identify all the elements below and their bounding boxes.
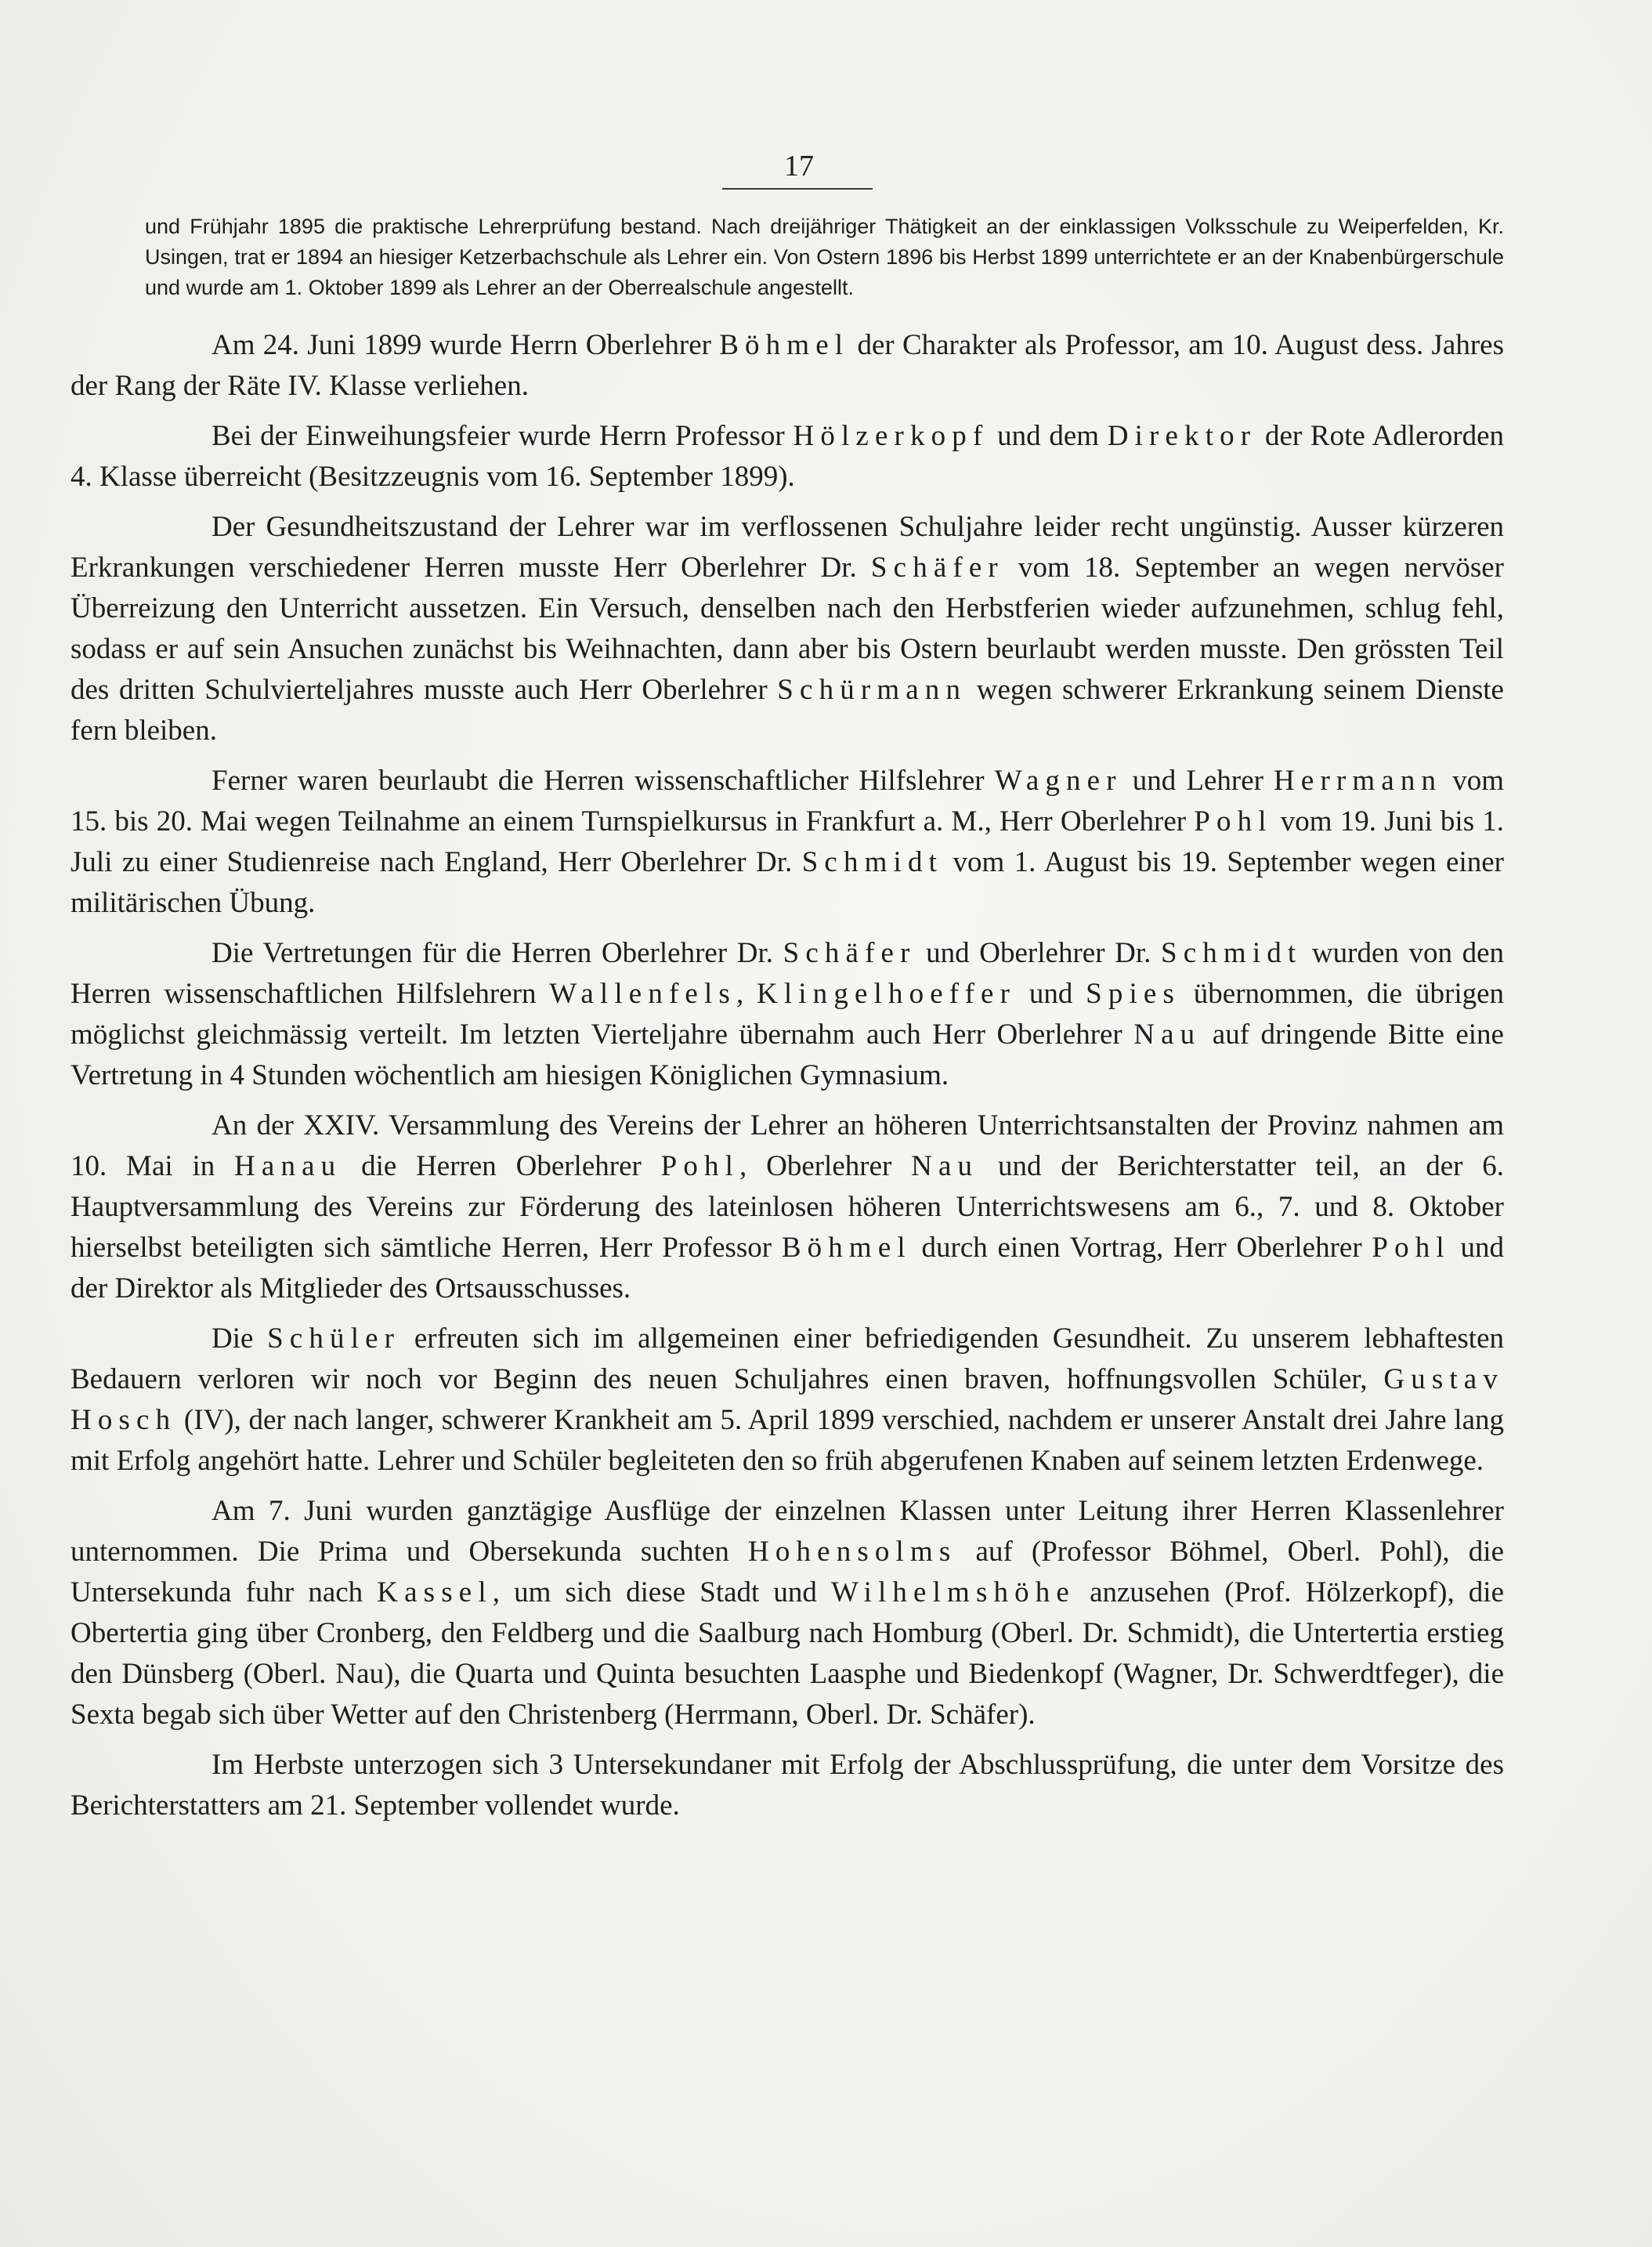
text-run: An der XXIV. Versammlung des Vereins der Lehrer an höheren Unterrichtsanstalten der Provinz nahmen am 10. Mai in: [70, 1109, 1504, 1182]
text-run: auf dringende Bitte eine Vertretung in 4 Stunden wöchentlich am hiesigen Königlichen Gymnasium.: [70, 1019, 1504, 1091]
paragraph-health-students: [70, 1319, 1504, 1482]
spaced-name: Schäfer: [783, 937, 916, 969]
spaced-name: Schürmann: [777, 674, 967, 706]
text-run: (IV), der nach langer, schwerer Krankheit am 5. April 1899 verschied, nachdem er unserer Anstalt drei Jahre lang mit Erfolg angehört hatte. Lehrer und Schüler begleiteten den so früh abgerufenen Knaben auf seinem letzten Erdenwege.: [70, 1404, 1504, 1477]
text-run: anzusehen (Prof. Hölzerkopf), die Obertertia ging über Cronberg, den Feldberg und die Saalburg nach Homburg (Oberl. Dr. Schmidt), die Untertertia erstieg den Dünsberg (Oberl. Nau), die Quarta und Quinta besuchten Laasphe und Biedenkopf (Wagner, Dr. Schwerdtfeger), die Sexta begab sich über Wetter auf den Christenberg (Herrmann, Oberl. Dr. Schäfer).: [70, 1576, 1504, 1731]
spaced-name: Wallenfels: [549, 978, 736, 1010]
text-run: Der Gesundheitszustand der Lehrer war im verflossenen Schuljahre leider recht ungünstig. Ausser kürzeren Erkrankungen verschiedener Herren musste Herr Oberlehrer Dr.: [70, 511, 1504, 584]
text-run: Im Herbste unterzogen sich 3 Untersekundaner mit Erfolg der Abschlussprüfung, die unter dem Vorsitze des Berichterstatters am 21. September vollendet wurde.: [70, 1749, 1504, 1822]
intro-paragraph: [145, 212, 1504, 303]
text-run: und Lehrer: [1122, 765, 1274, 797]
text-run: und der Direktor als Mitglieder des Ortsausschusses.: [70, 1232, 1504, 1304]
text-run: , um sich diese Stadt und: [492, 1576, 831, 1608]
spaced-name: Böhmel: [719, 329, 850, 361]
spaced-name: Hohensolms: [748, 1536, 957, 1568]
spaced-name: Kassel: [377, 1576, 493, 1608]
text-run: Bei der Einweihungsfeier wurde Herrn Professor: [211, 420, 793, 452]
page-number: 17: [784, 150, 814, 183]
intro-line: und Frühjahr 1895 die praktische Lehrerprüfung bestand. Nach dreijähriger Thätigkeit an der einklassigen: [145, 215, 1177, 238]
intro-line: Ostern 1896 bis Herbst 1899 unterrichtete er an der Knabenbürgerschule und wurde am 1. Oktober 1899 als: [145, 245, 1504, 299]
spaced-name: Schmidt: [801, 846, 944, 878]
text-run: Die: [211, 1323, 268, 1355]
text-run: wegen schwerer Erkrankung seinem Dienste fern bleiben.: [70, 674, 1504, 747]
paragraph-decoration: [70, 416, 1504, 498]
spaced-name: Klingelhoeffer: [756, 978, 1017, 1010]
text-run: ,: [736, 978, 757, 1010]
spaced-name: Schmidt: [1160, 937, 1303, 969]
spaced-name: Nau: [1133, 1019, 1202, 1051]
text-run: auf (Professor Böhmel, Oberl. Pohl), die Untersekunda fuhr nach: [70, 1536, 1504, 1608]
text-run: erfreuten sich im allgemeinen einer befriedigenden Gesundheit. Zu unserem lebhaftesten Bedauern verloren wir noch vor Beginn des neuen Schuljahres einen braven, hoffnungsvollen Schüler,: [70, 1323, 1504, 1395]
intro-line: Lehrer an der Oberrealschule angestellt.: [475, 276, 855, 299]
text-run: vom 1. August bis 19. September wegen einer militärischen Übung.: [70, 846, 1504, 919]
text-run: und der Berichterstatter teil, an der 6. Hauptversammlung des Vereins zur Förderung des lateinlosen höheren Unterrichtswesens am 6., 7. und 8. Oktober hierselbst beteiligten sich sämtliche Herren, Herr Professor: [70, 1150, 1504, 1264]
spaced-name: Spies: [1086, 978, 1181, 1010]
spaced-name: Nau: [911, 1150, 979, 1182]
text-run: und Oberlehrer Dr.: [916, 937, 1161, 969]
page-number-rule: [722, 188, 873, 190]
spaced-name: Wagner: [994, 765, 1122, 797]
text-run: wurden von den Herren wissenschaftlichen Hilfslehrern: [70, 937, 1505, 1010]
spaced-name: Pohl: [1194, 805, 1273, 838]
text-run: der Rote Adlerorden 4. Klasse überreicht (Besitzzeugnis vom 16. September 1899).: [70, 420, 1504, 493]
text-run: vom 15. bis 20. Mai wegen Teilnahme an einem Turnspielkursus in Frankfurt a. M., Herr Oberlehrer: [70, 765, 1505, 838]
page-body: [70, 212, 1504, 1836]
paragraph-exam: [70, 1745, 1504, 1826]
text-run: Am 7. Juni wurden ganztägige Ausflüge der einzelnen Klassen unter Leitung ihrer Herren Klassenlehrer unternommen. Die Prima und Obersekunda suchten: [70, 1495, 1504, 1568]
spaced-name: Hölzerkopf: [793, 420, 989, 452]
text-run: Die Vertretungen für die Herren Oberlehrer Dr.: [211, 937, 783, 969]
text-run: und: [1016, 978, 1086, 1010]
paragraph-assemblies: [70, 1105, 1504, 1309]
text-run: vom 19. Juni bis 1. Juli zu einer Studienreise nach England, Herr Oberlehrer Dr.: [70, 805, 1504, 878]
text-run: durch einen Vortrag, Herr Oberlehrer: [911, 1232, 1372, 1264]
paragraph-health-teachers: [70, 507, 1504, 751]
text-run: und dem: [989, 420, 1108, 452]
text-run: übernommen, die übrigen möglichst gleichmässig verteilt. Im letzten Vierteljahre übernahm auch Herr Oberlehrer: [70, 978, 1505, 1051]
text-run: vom 18. September an wegen nervöser Überreizung den Unterricht aussetzen. Ein Versuch, denselben nach den Herbstferien wieder aufzunehmen, schlug fehl, sodass er auf sein Ansuchen zunächst bis Weihnachten, dann aber bis Ostern beurlaubt werden musste. Den grössten Teil des dritten Schulvierteljahres musste auch Herr Oberlehrer: [70, 552, 1504, 706]
spaced-name: Pohl: [660, 1150, 740, 1182]
spaced-name: Schüler: [267, 1323, 401, 1355]
text-run: der Charakter als Professor, am 10. August dess. Jahres der Rang der Räte IV. Klasse verliehen.: [70, 329, 1504, 402]
spaced-name: Pohl: [1372, 1232, 1451, 1264]
paragraph-substitutions: [70, 933, 1504, 1096]
spaced-name: Herrmann: [1274, 765, 1443, 797]
spaced-name: Wilhelmshöhe: [831, 1576, 1075, 1608]
spaced-name: Direktor: [1107, 420, 1257, 452]
text-run: , Oberlehrer: [739, 1150, 912, 1182]
spaced-name: Gustav Hosch: [70, 1363, 1504, 1436]
paragraph-leave: [70, 761, 1504, 924]
text-run: Ferner waren beurlaubt die Herren wissenschaftlicher Hilfslehrer: [211, 765, 995, 797]
paragraph-excursions: [70, 1491, 1504, 1735]
spaced-name: Böhmel: [781, 1232, 912, 1264]
text-run: die Herren Oberlehrer: [342, 1150, 661, 1182]
intro-line: Volksschule zu Weiperfelden, Kr. Usingen, trat er 1894 an hiesiger Ketzerbachschule als Lehrer ein. Von: [145, 215, 1504, 269]
text-run: Am 24. Juni 1899 wurde Herrn Oberlehrer: [211, 329, 720, 361]
spaced-name: Schäfer: [870, 552, 1004, 584]
spaced-name: Hanau: [234, 1150, 342, 1182]
paragraph-promotion: [70, 325, 1504, 407]
